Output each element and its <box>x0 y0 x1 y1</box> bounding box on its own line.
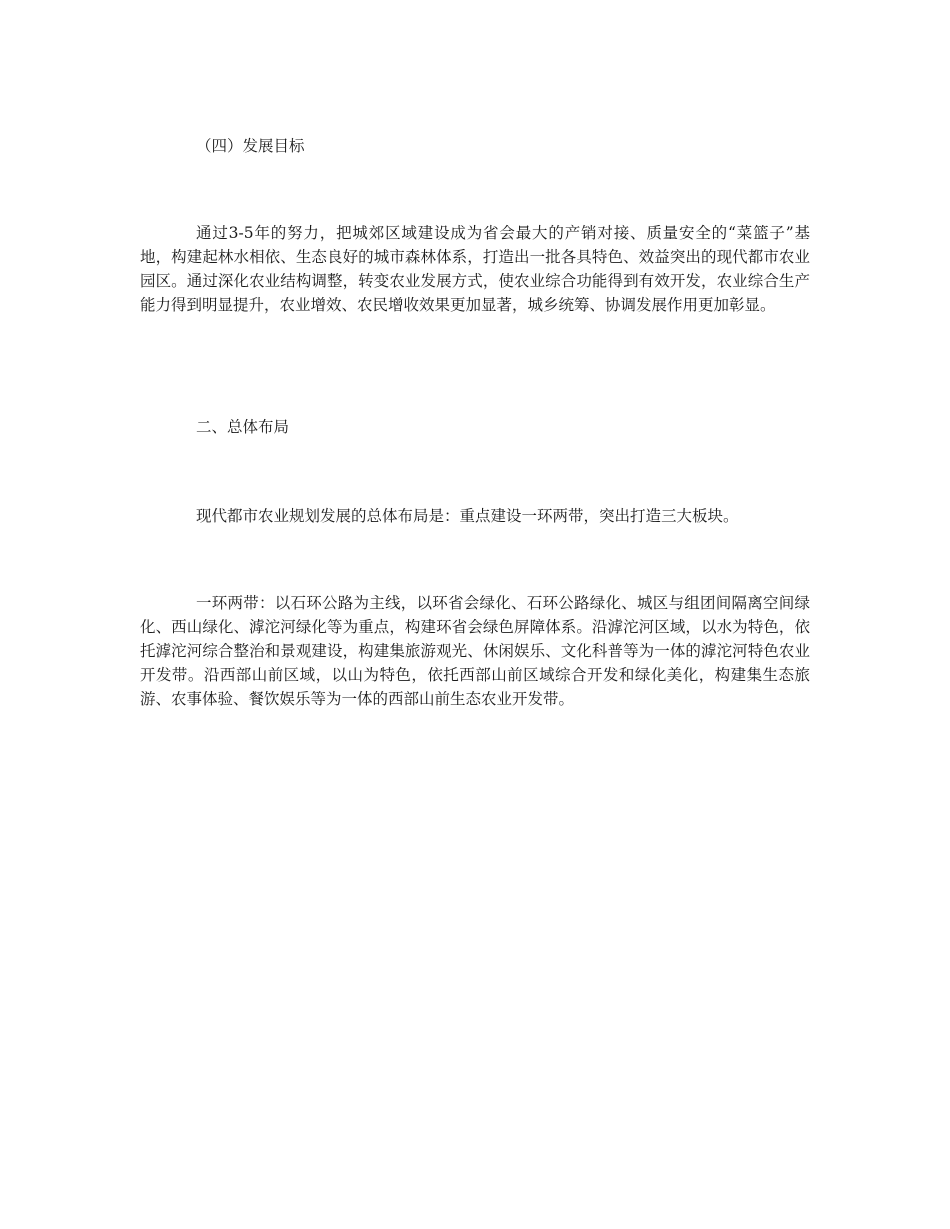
paragraph-development-goals: 通过3-5年的努力，把城郊区域建设成为省会最大的产销对接、质量安全的“菜篮子”基地，构建起林水相依、生态良好的城市森林体系，打造出一批各具特色、效益突出的现代都市农业园区。通过深化农业结构调整，转变农业发展方式，使农业综合功能得到有效开发，农业综合生产能力得到明显提升，农业增效、农民增收效果更加显著，城乡统筹、协调发展作用更加彰显。 <box>140 224 810 314</box>
paragraph-overall-layout-summary: 现代都市农业规划发展的总体布局是：重点建设一环两带，突出打造三大板块。 <box>196 507 739 525</box>
section-heading-overall-layout: 二、总体布局 <box>196 418 290 436</box>
section-heading-development-goals: （四）发展目标 <box>196 137 305 155</box>
paragraph-one-ring-two-belts: 一环两带：以石环公路为主线，以环省会绿化、石环公路绿化、城区与组团间隔离空间绿化、西山绿化、滹沱河绿化等为重点，构建环省会绿色屏障体系。沿滹沱河区域，以水为特色，依托滹沱河综合整治和景观建设，构建集旅游观光、休闲娱乐、文化科普等为一体的滹沱河特色农业开发带。沿西部山前区域，以山为特色，依托西部山前区域综合开发和绿化美化，构建集生态旅游、农事体验、餐饮娱乐等为一体的西部山前生态农业开发带。 <box>140 594 810 708</box>
